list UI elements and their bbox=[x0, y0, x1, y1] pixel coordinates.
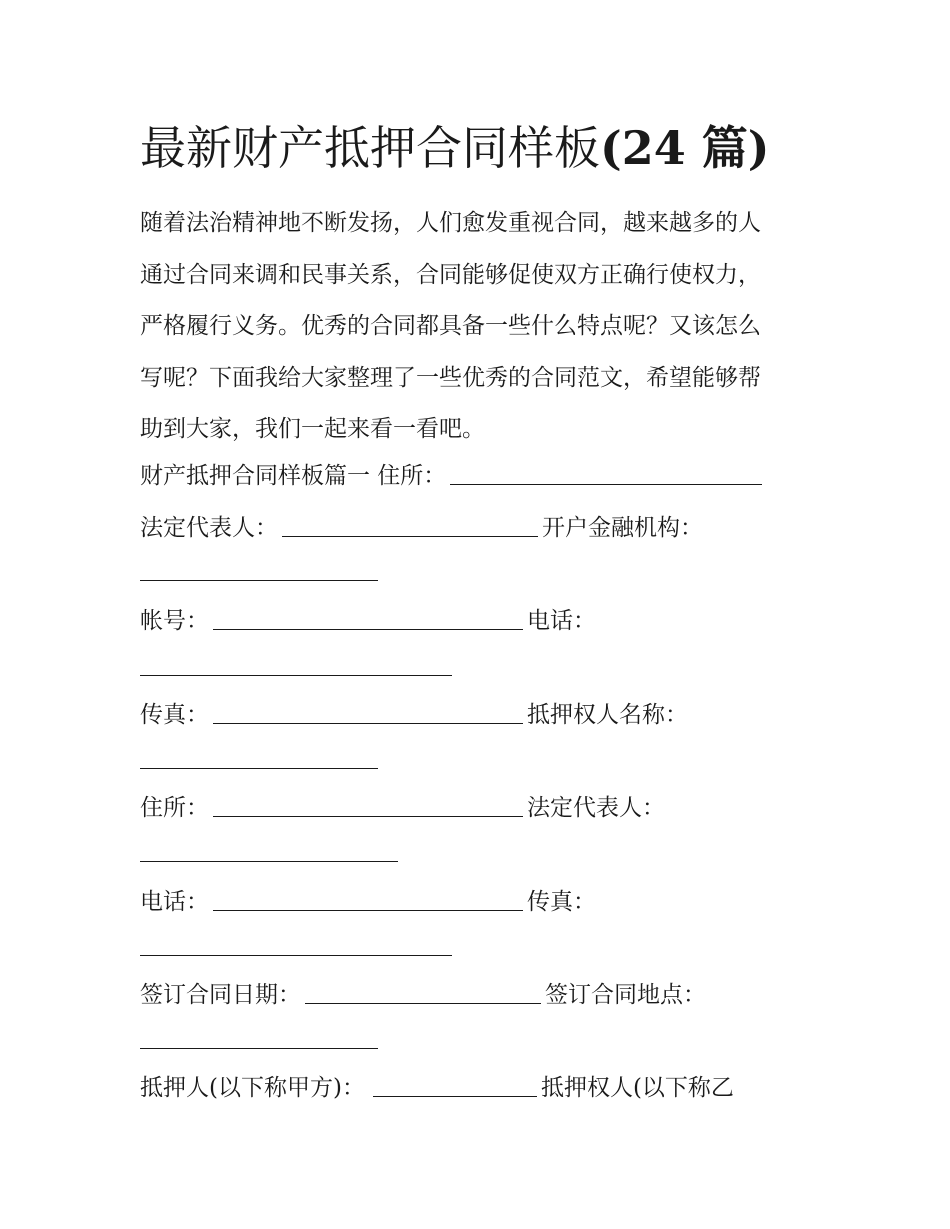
mortgagee-name-label: 抵押权人名称： bbox=[527, 702, 688, 728]
fax-2-blank bbox=[140, 955, 452, 956]
intro-line: 随着法治精神地不断发扬，人们愈发重视合同，越来越多的人 bbox=[140, 210, 761, 236]
mortgagor-blank bbox=[373, 1072, 537, 1097]
phone-2-blank bbox=[213, 886, 523, 911]
sign-date-label: 签订合同日期： bbox=[140, 982, 301, 1008]
intro-line: 写呢？下面我给大家整理了一些优秀的合同范文，希望能够帮 bbox=[140, 364, 761, 391]
form-row-phone-2 bbox=[140, 882, 596, 922]
title-main: 最新财产抵押合同样板 bbox=[140, 121, 600, 175]
form-row-address bbox=[140, 788, 665, 828]
account-blank bbox=[213, 605, 523, 630]
form-row-fax bbox=[140, 695, 688, 735]
fax-label: 传真： bbox=[140, 702, 209, 728]
phone-2-label: 电话： bbox=[140, 889, 209, 915]
sign-date-blank bbox=[305, 979, 541, 1004]
sign-place-label: 签订合同地点： bbox=[545, 982, 706, 1008]
intro-line: 严格履行义务。优秀的合同都具备一些什么特点呢？又该怎么 bbox=[140, 313, 761, 339]
title-count: (24 篇) bbox=[600, 121, 770, 175]
bank-label: 开户金融机构： bbox=[542, 515, 703, 541]
form-row-legal-rep bbox=[140, 508, 703, 548]
section-heading-label: 财产抵押合同样板篇一 住所： bbox=[140, 463, 447, 489]
fax-2-label: 传真： bbox=[527, 889, 596, 915]
legal-rep-2-blank bbox=[140, 861, 398, 862]
page-title bbox=[140, 118, 770, 178]
mortgagee-partial-label: 抵押权人(以下称乙 bbox=[540, 1075, 734, 1101]
phone-label: 电话： bbox=[527, 608, 596, 634]
bank-blank bbox=[140, 580, 378, 581]
intro-paragraph bbox=[140, 198, 815, 456]
fax-blank bbox=[213, 699, 523, 724]
intro-line: 助到大家，我们一起来看一看吧。 bbox=[140, 416, 485, 442]
form-row-sign-date bbox=[140, 975, 706, 1015]
address-blank bbox=[450, 460, 762, 485]
form-row-account bbox=[140, 601, 596, 641]
mortgagee-name-blank bbox=[140, 768, 378, 769]
legal-rep-label: 法定代表人： bbox=[140, 515, 278, 541]
intro-line: 通过合同来调和民事关系，合同能够促使双方正确行使权力， bbox=[140, 261, 761, 288]
phone-blank bbox=[140, 675, 452, 676]
legal-rep-blank bbox=[282, 512, 538, 537]
legal-rep-2-label: 法定代表人： bbox=[527, 795, 665, 821]
address-2-blank bbox=[213, 792, 523, 817]
mortgagor-label: 抵押人(以下称甲方)： bbox=[140, 1075, 365, 1101]
form-row-mortgagor bbox=[140, 1068, 734, 1108]
address-label: 住所： bbox=[140, 795, 209, 821]
sign-place-blank bbox=[140, 1048, 378, 1049]
account-label: 帐号： bbox=[140, 608, 209, 634]
form-row-section-heading bbox=[140, 456, 766, 496]
